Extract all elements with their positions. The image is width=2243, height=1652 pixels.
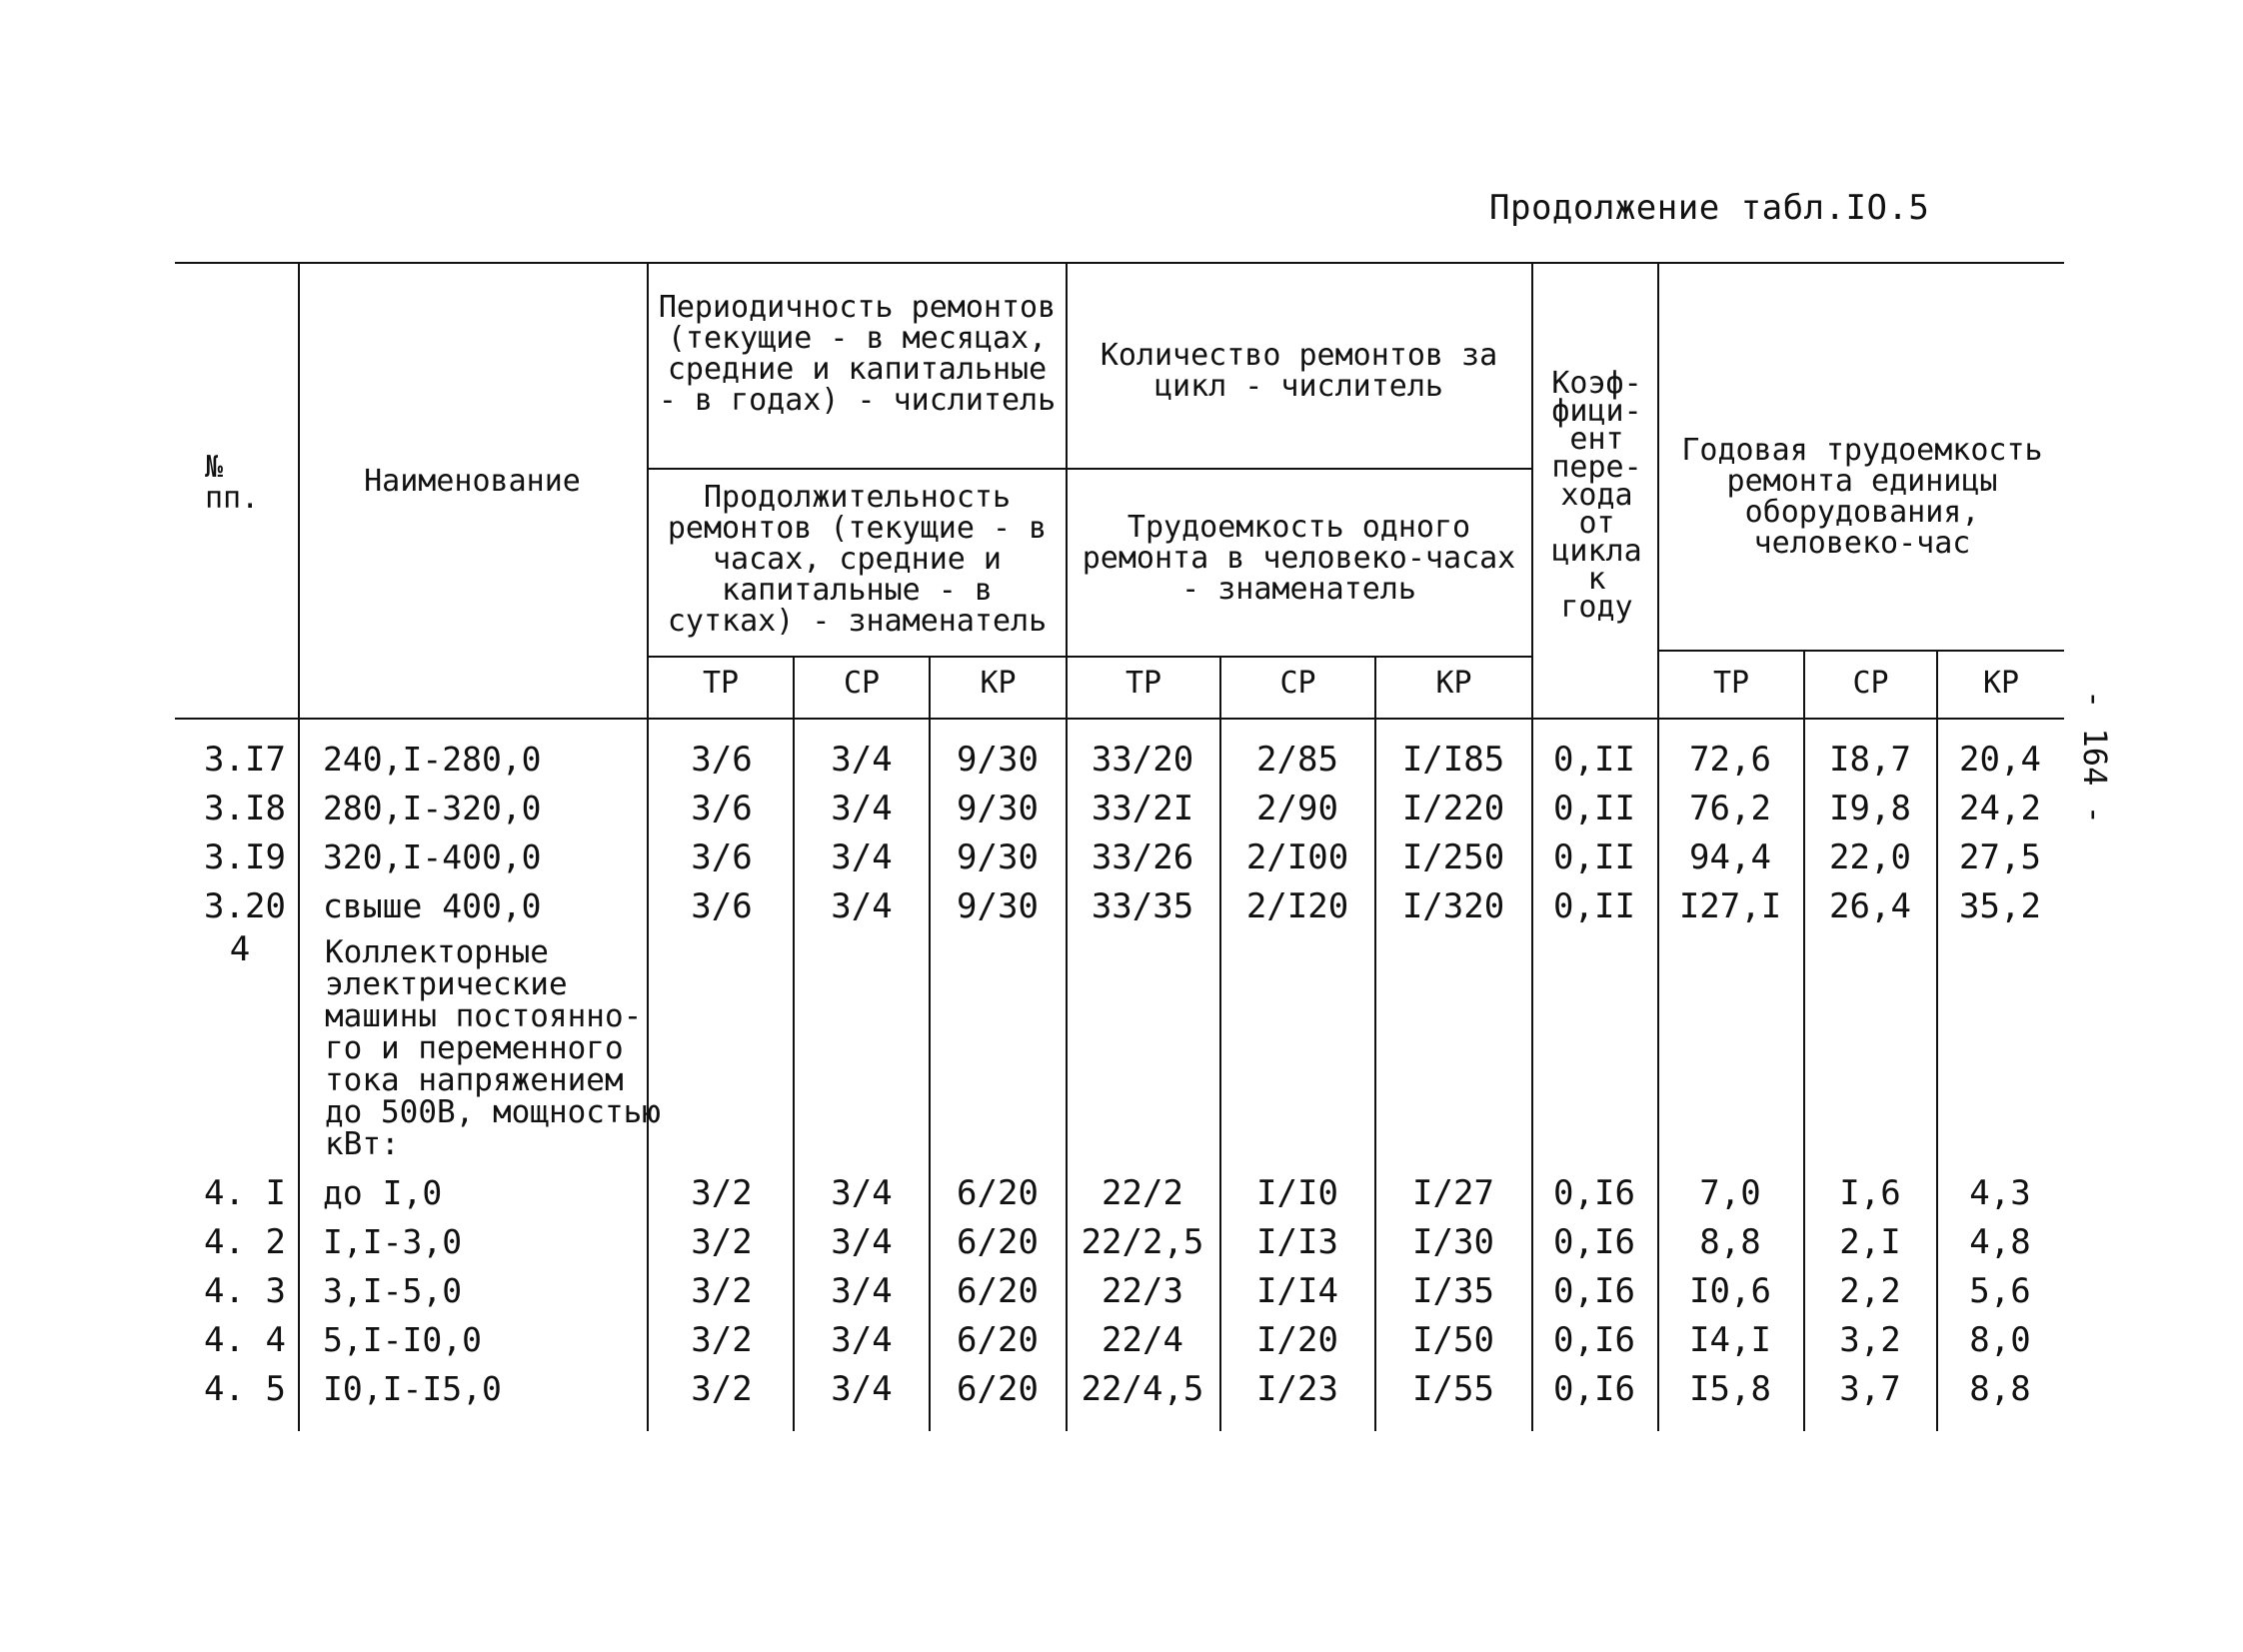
row-tr-periodicity: 3/2 bbox=[691, 1320, 753, 1360]
row-tr-count: 33/2I bbox=[1091, 789, 1194, 828]
row-sr-annual: 22,0 bbox=[1829, 837, 1911, 877]
row-tr-annual: I27,I bbox=[1678, 886, 1782, 926]
row-tr-periodicity: 3/6 bbox=[691, 789, 753, 828]
continuation-title: Продолжение табл.IO.5 bbox=[1489, 188, 1930, 228]
row-sr-periodicity: 3/4 bbox=[831, 1320, 893, 1360]
col-rule-sr2 bbox=[1374, 656, 1376, 1431]
row-kr-periodicity: 6/20 bbox=[957, 1369, 1039, 1409]
sub-kr-periodicity: КР bbox=[980, 666, 1017, 701]
row-sr-count: 2/85 bbox=[1256, 740, 1338, 780]
row-kr-count: I/220 bbox=[1401, 789, 1505, 828]
row-tr-annual: I5,8 bbox=[1689, 1369, 1771, 1409]
section-name: Коллекторные электрические машины постоянно- го и переменного тока напряжением до 500В, мощностью кВт: bbox=[325, 934, 661, 1162]
row-tr-annual: 94,4 bbox=[1689, 837, 1771, 877]
col-rule-tr1 bbox=[793, 656, 795, 1431]
section-num: 4 bbox=[229, 929, 251, 969]
row-kr-annual: 4,8 bbox=[1969, 1222, 2031, 1262]
row-tr-annual: I0,6 bbox=[1689, 1271, 1771, 1311]
header-annual: Годовая трудоемкость ремонта единицы оборудования, человеко-час bbox=[1681, 433, 2043, 561]
row-tr-periodicity: 3/6 bbox=[691, 886, 753, 926]
row-sr-count: 2/I00 bbox=[1245, 837, 1349, 877]
row-number: 3.20 bbox=[204, 886, 286, 926]
row-kr-count: I/50 bbox=[1412, 1320, 1494, 1360]
row-sr-annual: 2,I bbox=[1839, 1222, 1901, 1262]
row-tr-periodicity: 3/2 bbox=[691, 1369, 753, 1409]
row-kr-count: I/30 bbox=[1412, 1222, 1494, 1262]
col-rule-sr1 bbox=[929, 656, 931, 1431]
row-name: 280,I-320,0 bbox=[323, 789, 542, 827]
row-sr-periodicity: 3/4 bbox=[831, 740, 893, 780]
row-sr-periodicity: 3/4 bbox=[831, 1222, 893, 1262]
row-tr-annual: 72,6 bbox=[1689, 740, 1771, 780]
annual-mid-rule bbox=[1659, 650, 2064, 652]
row-coef: 0,II bbox=[1553, 886, 1635, 926]
row-tr-count: 22/2,5 bbox=[1081, 1222, 1204, 1262]
row-sr-count: I/20 bbox=[1256, 1320, 1338, 1360]
row-name: 320,I-400,0 bbox=[323, 837, 542, 876]
row-coef: 0,I6 bbox=[1553, 1222, 1635, 1262]
row-kr-count: I/55 bbox=[1412, 1369, 1494, 1409]
row-kr-annual: 4,3 bbox=[1969, 1173, 2031, 1213]
row-kr-annual: 24,2 bbox=[1959, 789, 2041, 828]
row-sr-periodicity: 3/4 bbox=[831, 1271, 893, 1311]
row-sr-count: I/I0 bbox=[1256, 1173, 1338, 1213]
row-tr-annual: I4,I bbox=[1689, 1320, 1771, 1360]
header-name: Наименование bbox=[364, 464, 581, 499]
row-tr-count: 33/26 bbox=[1091, 837, 1194, 877]
sub-sr-periodicity: СР bbox=[843, 666, 881, 701]
row-coef: 0,I6 bbox=[1553, 1271, 1635, 1311]
row-tr-periodicity: 3/6 bbox=[691, 837, 753, 877]
row-coef: 0,I6 bbox=[1553, 1369, 1635, 1409]
row-sr-count: 2/90 bbox=[1256, 789, 1338, 828]
row-sr-periodicity: 3/4 bbox=[831, 837, 893, 877]
row-tr-count: 33/20 bbox=[1091, 740, 1194, 780]
page-number: - 164 - bbox=[2076, 690, 2114, 825]
row-sr-periodicity: 3/4 bbox=[831, 886, 893, 926]
row-kr-annual: 35,2 bbox=[1959, 886, 2041, 926]
row-kr-periodicity: 9/30 bbox=[957, 886, 1039, 926]
row-sr-annual: 2,2 bbox=[1839, 1271, 1901, 1311]
row-number: 4. 3 bbox=[204, 1271, 286, 1311]
sub-kr-count: КР bbox=[1435, 666, 1472, 701]
row-sr-count: I/I3 bbox=[1256, 1222, 1338, 1262]
row-kr-count: I/250 bbox=[1401, 837, 1505, 877]
row-sr-count: 2/I20 bbox=[1245, 886, 1349, 926]
col-rule-num bbox=[298, 262, 300, 1431]
row-kr-annual: 8,8 bbox=[1969, 1369, 2031, 1409]
row-name: 3,I-5,0 bbox=[323, 1271, 463, 1310]
row-name: I,I-3,0 bbox=[323, 1222, 463, 1261]
header-num: № пп. bbox=[205, 450, 260, 516]
row-coef: 0,II bbox=[1553, 837, 1635, 877]
sub-tr-periodicity: ТР bbox=[702, 666, 740, 701]
row-kr-periodicity: 6/20 bbox=[957, 1320, 1039, 1360]
row-name: I0,I-I5,0 bbox=[323, 1369, 502, 1408]
row-sr-periodicity: 3/4 bbox=[831, 1369, 893, 1409]
row-tr-annual: 8,8 bbox=[1699, 1222, 1761, 1262]
header-count: Количество ремонтов за цикл - числитель bbox=[1100, 338, 1498, 404]
row-tr-periodicity: 3/2 bbox=[691, 1173, 753, 1213]
subheader-rule bbox=[647, 656, 1531, 658]
row-kr-periodicity: 9/30 bbox=[957, 740, 1039, 780]
row-kr-count: I/27 bbox=[1412, 1173, 1494, 1213]
row-sr-count: I/I4 bbox=[1256, 1271, 1338, 1311]
row-tr-annual: 76,2 bbox=[1689, 789, 1771, 828]
header-periodicity: Периодичность ремонтов (текущие - в месяцах, средние и капитальные - в годах) - числитель bbox=[658, 290, 1057, 418]
row-sr-count: I/23 bbox=[1256, 1369, 1338, 1409]
row-kr-periodicity: 9/30 bbox=[957, 837, 1039, 877]
row-tr-annual: 7,0 bbox=[1699, 1173, 1761, 1213]
sub-sr-annual: СР bbox=[1852, 666, 1889, 701]
col-rule-tr2 bbox=[1219, 656, 1221, 1431]
row-sr-annual: 26,4 bbox=[1829, 886, 1911, 926]
row-coef: 0,I6 bbox=[1553, 1173, 1635, 1213]
row-kr-annual: 5,6 bbox=[1969, 1271, 2031, 1311]
row-number: 4. I bbox=[204, 1173, 286, 1213]
row-sr-periodicity: 3/4 bbox=[831, 1173, 893, 1213]
row-number: 3.I8 bbox=[204, 789, 286, 828]
row-sr-annual: 3,7 bbox=[1839, 1369, 1901, 1409]
row-name: свыше 400,0 bbox=[323, 886, 542, 925]
row-number: 4. 5 bbox=[204, 1369, 286, 1409]
row-kr-annual: 20,4 bbox=[1959, 740, 2041, 780]
row-kr-periodicity: 6/20 bbox=[957, 1271, 1039, 1311]
row-coef: 0,II bbox=[1553, 740, 1635, 780]
header-mid-rule bbox=[647, 468, 1531, 470]
row-tr-count: 22/4,5 bbox=[1081, 1369, 1204, 1409]
row-sr-annual: I8,7 bbox=[1829, 740, 1911, 780]
row-tr-count: 33/35 bbox=[1091, 886, 1194, 926]
row-kr-periodicity: 9/30 bbox=[957, 789, 1039, 828]
sub-sr-count: СР bbox=[1279, 666, 1316, 701]
row-name: 5,I-I0,0 bbox=[323, 1320, 482, 1359]
col-rule-coef bbox=[1657, 262, 1659, 1431]
row-kr-periodicity: 6/20 bbox=[957, 1173, 1039, 1213]
row-kr-count: I/35 bbox=[1412, 1271, 1494, 1311]
row-kr-annual: 8,0 bbox=[1969, 1320, 2031, 1360]
header-bottom-rule bbox=[175, 718, 2064, 720]
sub-kr-annual: КР bbox=[1982, 666, 2020, 701]
row-tr-count: 22/4 bbox=[1102, 1320, 1183, 1360]
row-sr-annual: I9,8 bbox=[1829, 789, 1911, 828]
row-number: 3.I9 bbox=[204, 837, 286, 877]
row-coef: 0,II bbox=[1553, 789, 1635, 828]
row-number: 4. 4 bbox=[204, 1320, 286, 1360]
col-rule-name bbox=[647, 262, 649, 1431]
row-sr-annual: I,6 bbox=[1839, 1173, 1901, 1213]
row-number: 3.I7 bbox=[204, 740, 286, 780]
col-rule-sr3 bbox=[1936, 650, 1938, 1431]
row-kr-annual: 27,5 bbox=[1959, 837, 2041, 877]
row-name: 240,I-280,0 bbox=[323, 740, 542, 779]
row-tr-count: 22/3 bbox=[1102, 1271, 1183, 1311]
header-labor-one: Трудоемкость одного ремонта в человеко-часах - знаменатель bbox=[1082, 510, 1516, 607]
row-kr-periodicity: 6/20 bbox=[957, 1222, 1039, 1262]
row-coef: 0,I6 bbox=[1553, 1320, 1635, 1360]
row-kr-count: I/I85 bbox=[1401, 740, 1505, 780]
row-tr-periodicity: 3/2 bbox=[691, 1222, 753, 1262]
row-sr-annual: 3,2 bbox=[1839, 1320, 1901, 1360]
row-number: 4. 2 bbox=[204, 1222, 286, 1262]
row-name: до I,0 bbox=[323, 1173, 443, 1212]
sub-tr-annual: ТР bbox=[1712, 666, 1750, 701]
row-tr-periodicity: 3/2 bbox=[691, 1271, 753, 1311]
row-tr-count: 22/2 bbox=[1102, 1173, 1183, 1213]
sub-tr-count: ТР bbox=[1124, 666, 1162, 701]
col-rule-kr2 bbox=[1531, 262, 1533, 1431]
top-rule bbox=[175, 262, 2064, 264]
row-tr-periodicity: 3/6 bbox=[691, 740, 753, 780]
row-sr-periodicity: 3/4 bbox=[831, 789, 893, 828]
row-kr-count: I/320 bbox=[1401, 886, 1505, 926]
header-coef: Коэф- фици- ент пере- хода от цикла к году bbox=[1551, 366, 1642, 625]
header-duration: Продолжительность ремонтов (текущие - в часах, средние и капитальные - в сутках) - знаменатель bbox=[667, 480, 1048, 639]
